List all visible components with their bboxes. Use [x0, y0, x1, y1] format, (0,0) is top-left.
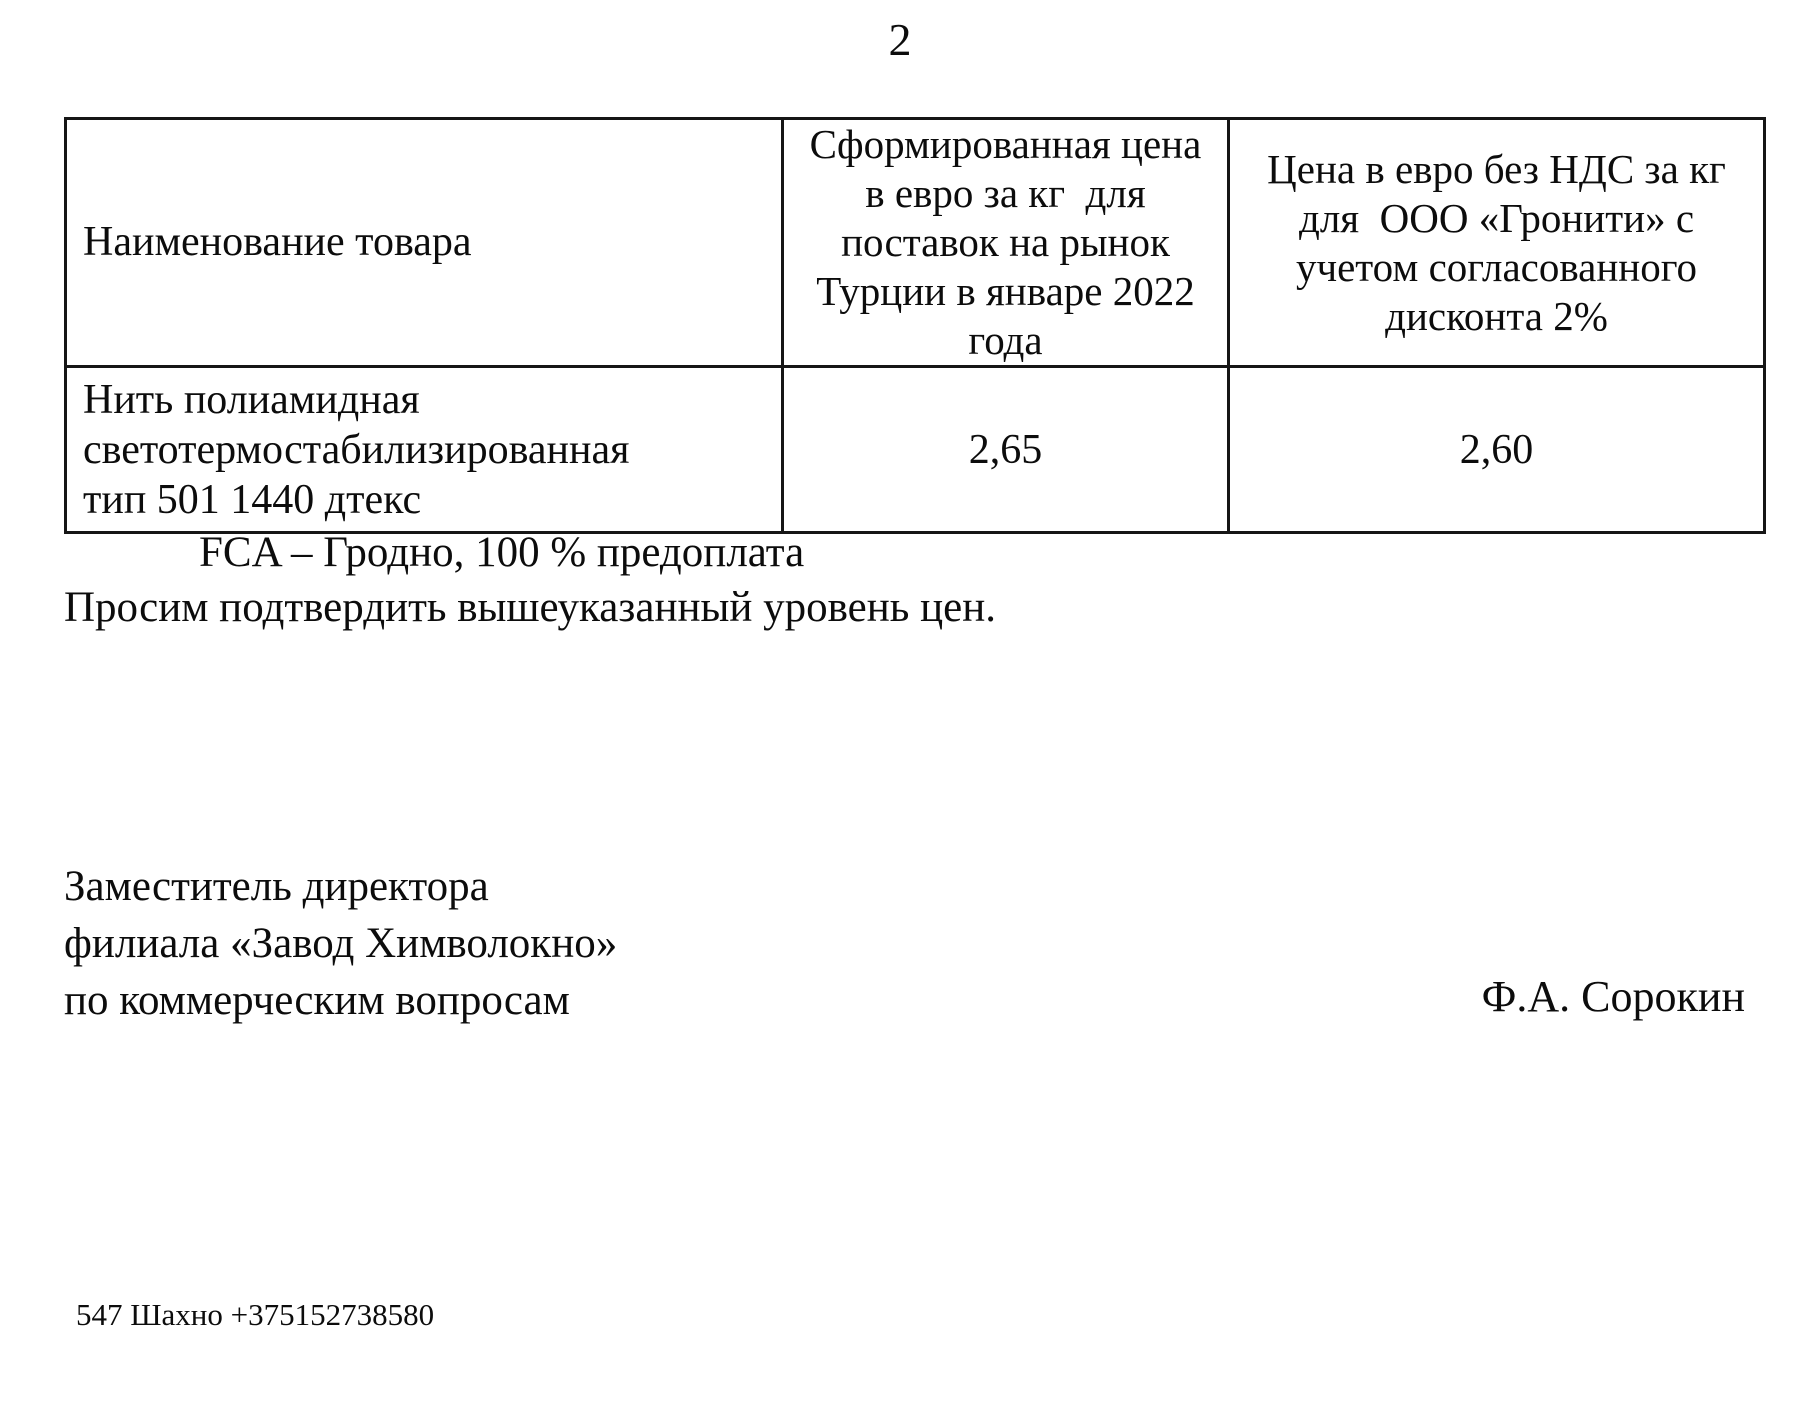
- product-name-cell: [66, 367, 783, 533]
- header-line: в евро за кг для: [865, 170, 1146, 216]
- table-row: [66, 367, 1765, 533]
- product-name-line: Нить полиамидная: [83, 376, 420, 423]
- table-header-price-turkey: [783, 119, 1229, 367]
- header-line: Цена в евро без НДС за кг: [1267, 145, 1726, 192]
- signature-block: [64, 858, 617, 1029]
- signatory-position-line: Заместитель директора: [64, 863, 489, 910]
- signatory-position-line: филиала «Завод Химволокно»: [64, 920, 618, 967]
- price-groniti-value: 2,60: [1229, 367, 1765, 533]
- header-line: Сформированная цена: [809, 121, 1202, 167]
- header-line: Турции в январе 2022: [816, 268, 1195, 314]
- price-turkey-value: 2,65: [783, 367, 1229, 533]
- confirmation-request-line: Просим подтвердить вышеуказанный уровень цен.: [64, 584, 996, 631]
- signatory-name: Ф.А. Сорокин: [1481, 972, 1745, 1021]
- signatory-position-line: по коммерческим вопросам: [64, 977, 570, 1024]
- page-number: 2: [888, 14, 912, 65]
- product-name-line: тип 501 1440 дтекс: [83, 476, 422, 523]
- product-name-line: светотермостабилизированная: [83, 426, 630, 473]
- header-line: дисконта 2%: [1385, 292, 1608, 339]
- footer-note: 547 Шахно +375152738580: [76, 1297, 435, 1332]
- header-line: поставок на рынок: [841, 219, 1170, 265]
- table-header-price-groniti: [1229, 119, 1765, 367]
- table-header-product: Наименование товара: [66, 119, 783, 367]
- price-table: [64, 117, 1766, 534]
- header-line: учетом согласованного: [1295, 243, 1698, 290]
- delivery-terms-line: FCA – Гродно, 100 % предоплата: [199, 529, 805, 576]
- header-line: для ООО «Гронити» с: [1298, 194, 1695, 241]
- table-header-row: [66, 119, 1765, 367]
- header-line: года: [968, 317, 1043, 363]
